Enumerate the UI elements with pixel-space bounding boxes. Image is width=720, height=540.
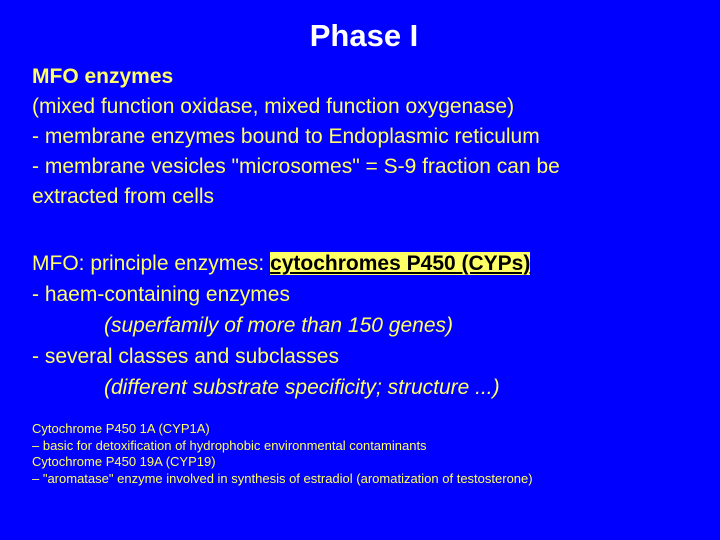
cyp-highlight: cytochromes P450 (CYPs): [270, 252, 531, 275]
intro-line: extracted from cells: [32, 185, 215, 208]
principle-point: - several classes and subclasses: [32, 345, 339, 368]
principle-note: (different substrate specificity; structure ...): [104, 376, 500, 399]
example-name: Cytochrome P450 19A (CYP19): [32, 454, 216, 469]
principle-point: - haem-containing enzymes: [32, 283, 290, 306]
intro-line: - membrane vesicles "microsomes" = S-9 fraction can be: [32, 155, 560, 178]
principle-note: (superfamily of more than 150 genes): [104, 314, 454, 337]
intro-line: (mixed function oxidase, mixed function oxygenase): [32, 95, 515, 118]
principle-block: [32, 248, 700, 403]
principle-line: [32, 248, 700, 279]
example-desc: – basic for detoxification of hydrophobic environmental contaminants: [32, 437, 427, 453]
intro-line: - membrane enzymes bound to Endoplasmic reticulum: [32, 125, 540, 148]
principle-prefix: MFO: principle enzymes:: [32, 252, 271, 275]
mfo-intro-block: [32, 62, 700, 212]
example-desc: – "aromatase" enzyme involved in synthesis of estradiol (aromatization of testosterone): [32, 470, 533, 486]
example-name: Cytochrome P450 1A (CYP1A): [32, 421, 210, 436]
slide-title: Phase I: [309, 18, 419, 53]
examples-block: [32, 421, 700, 487]
mfo-heading: MFO enzymes: [32, 65, 174, 88]
